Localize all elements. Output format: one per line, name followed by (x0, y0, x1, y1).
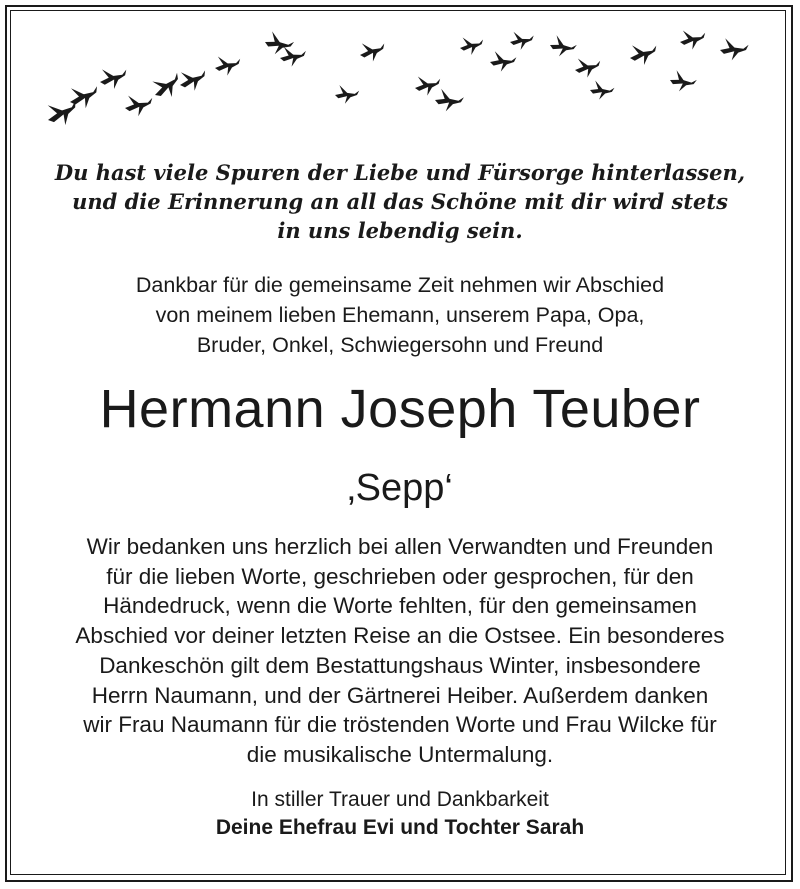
intro-line: Bruder, Onkel, Schwiegersohn und Freund (196, 333, 604, 357)
flying-birds-icon (30, 20, 770, 135)
signature: Deine Ehefrau Evi und Tochter Sarah (215, 816, 585, 839)
memorial-verse (20, 158, 780, 245)
verse-line: in uns lebendig sein. (277, 218, 523, 243)
thanks-line: Wir bedanken uns herzlich bei allen Verwandten und Freunden (86, 534, 714, 559)
thanks-line: für die lieben Worte, geschrieben oder gesprochen, für den (106, 563, 694, 589)
thanks-line: Herrn Naumann, und der Gärtnerei Heiber. Außerdem danken (91, 682, 709, 708)
deceased-nickname: ‚Sepp‘ (347, 467, 453, 509)
thanks-paragraph (20, 532, 780, 770)
deceased-name: Hermann Joseph Teuber (99, 379, 701, 439)
farewell-intro (20, 270, 780, 360)
intro-line: Dankbar für die gemeinsame Zeit nehmen wir Abschied (135, 273, 665, 297)
thanks-line: Abschied vor deiner letzten Reise an die Ostsee. Ein besonderes (75, 623, 725, 649)
thanks-line: die musikalische Untermalung. (246, 741, 554, 767)
thanks-line: Dankeschön gilt dem Bestattungshaus Winter, insbesondere (99, 652, 701, 678)
closing-line: In stiller Trauer und Dankbarkeit (251, 788, 549, 811)
thanks-line: wir Frau Naumann für die tröstenden Worte und Frau Wilcke für (83, 712, 717, 738)
thanks-line: Händedruck, wenn die Worte fehlten, für den gemeinsamen (103, 593, 697, 619)
verse-line: und die Erinnerung an all das Schöne mit dir wird stets (72, 189, 728, 214)
verse-line: Du hast viele Spuren der Liebe und Fürsorge hinterlassen, (54, 160, 746, 185)
intro-line: von meinem lieben Ehemann, unserem Papa, Opa, (155, 303, 645, 327)
